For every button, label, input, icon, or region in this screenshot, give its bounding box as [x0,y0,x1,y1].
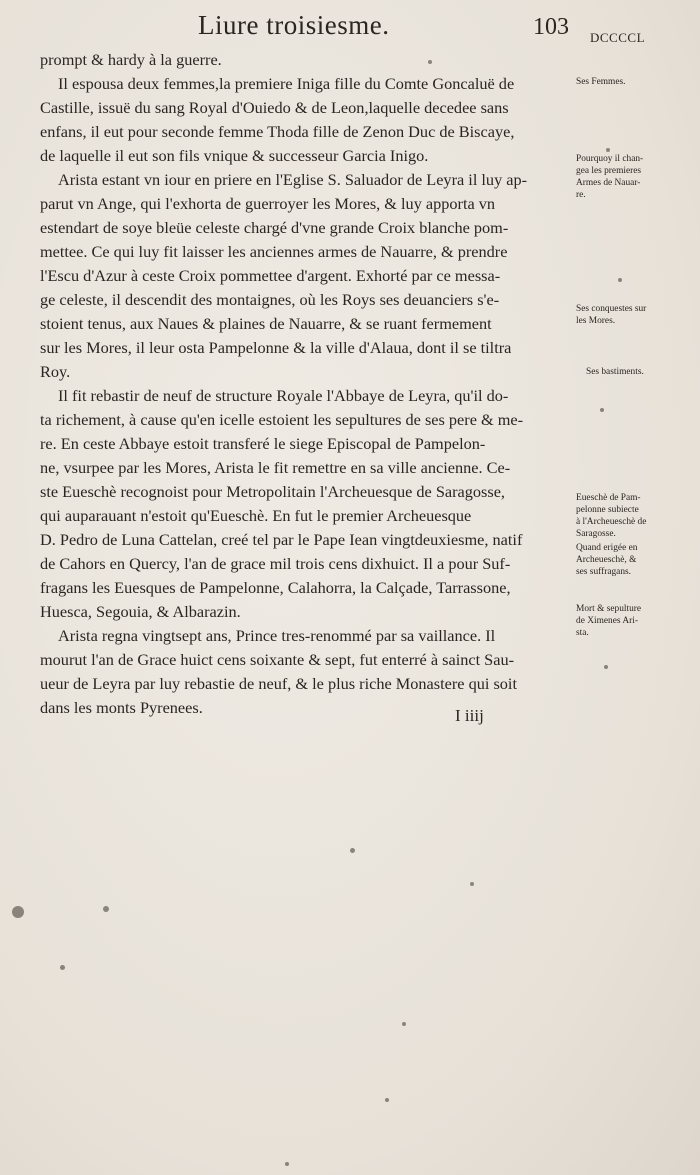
body-line: ta richement, à cause qu'en icelle estoient les sepultures de ses pere & me- [40,410,524,429]
paper-speck [618,278,622,282]
body-line: Arista estant vn iour en priere en l'Eglise S. Saluador de Leyra il luy ap- [58,170,528,189]
paper-speck [600,408,604,412]
paper-speck [402,1022,406,1026]
margin-note-line: Eueschè de Pam- [576,493,641,503]
body-line: parut vn Ange, qui l'exhorta de guerroyer les Mores, & luy apporta vn [40,194,496,213]
body-line: ne, vsurpee par les Mores, Arista le fit remettre en sa ville ancienne. Ce- [40,458,511,477]
body-line: re. En ceste Abbaye estoit transferé le siege Episcopal de Pampelon- [40,434,486,453]
margin-note-line: à l'Archeueschè de [576,517,647,527]
body-line: ueur de Leyra par luy rebastie de neuf, & le plus riche Monastere qui soit [40,674,517,693]
body-line: de Cahors en Quercy, l'an de grace mil trois cens dixhuict. Il a pour Suf- [40,554,511,573]
body-line: Il espousa deux femmes,la premiere Iniga fille du Comte Goncaluë de [58,74,515,93]
body-line: sur les Mores, il leur osta Pampelonne & la ville d'Alaua, dont il se tiltra [40,338,512,357]
margin-note-line: gea les premieres [576,166,642,176]
body-line: stoient tenus, aux Naues & plaines de Nauarre, & se ruant fermement [40,314,492,333]
paper-speck [470,882,474,886]
paper-speck [428,60,432,64]
body-line: prompt & hardy à la guerre. [40,50,222,69]
paper-speck [606,148,610,152]
body-line: Arista regna vingtsept ans, Prince tres-renommé par sa vaillance. Il [58,626,496,645]
body-line: mettee. Ce qui luy fit laisser les anciennes armes de Nauarre, & prendre [40,242,508,261]
paper-speck [604,665,608,669]
margin-note-line: Saragosse. [576,529,616,539]
margin-note-line: ses suffragans. [576,567,632,577]
margin-note-line: Ses conquestes sur [576,304,647,314]
body-line: ge celeste, il descendit des montaignes, où les Roys ses deuanciers s'e- [40,290,500,309]
margin-note-line: pelonne subiecte [576,505,639,515]
margin-note-line: Armes de Nauar- [576,178,641,188]
body-line: mourut l'an de Grace huict cens soixante & sept, fut enterré à sainct Sau- [40,650,515,669]
body-line: l'Escu d'Azur à ceste Croix pommettee d'argent. Exhorté par ce messa- [40,266,501,285]
margin-note-line: Pourquoy il chan- [576,154,644,164]
paper-speck [350,848,355,853]
margin-note-line: sta. [576,628,589,638]
paper-speck [385,1098,389,1102]
body-line: Il fit rebastir de neuf de structure Royale l'Abbaye de Leyra, qu'il do- [58,386,509,405]
body-line: Huesca, Segouia, & Albarazin. [40,602,241,621]
body-line: de laquelle il eut son fils vnique & successeur Garcia Inigo. [40,146,429,165]
paper-speck [285,1162,289,1166]
margin-note-line: Archeueschè, & [576,555,637,565]
body-line: dans les monts Pyrenees. [40,698,203,717]
margin-note-line: Mort & sepulture [576,604,642,614]
body-line: ste Eueschè recognoist pour Metropolitain l'Archeuesque de Saragosse, [40,482,506,501]
margin-note-line: Ses Femmes. [576,77,626,87]
page-number: 103 [533,14,569,40]
margin-note-line: re. [576,190,586,200]
margin-note-line: Ses bastiments. [586,367,644,377]
margin-note-line: les Mores. [576,316,616,326]
paper-speck [60,965,65,970]
roman-page-number: DCCCCL [590,30,646,45]
body-line: enfans, il eut pour seconde femme Thoda fille de Zenon Duc de Biscaye, [40,122,515,141]
paper-speck [103,906,109,912]
margin-note-line: Quand erigée en [576,543,638,553]
body-line: estendart de soye bleüe celeste chargé d'vne grande Croix blanche pom- [40,218,509,237]
paper-speck [12,906,24,918]
body-line: qui auparauant n'estoit qu'Eueschè. En fut le premier Archeuesque [40,506,472,525]
body-line: fragans les Euesques de Pampelonne, Calahorra, la Calçade, Tarrassone, [40,578,511,597]
body-line: Castille, issuë du sang Royal d'Ouiedo & de Leon,laquelle decedee sans [40,98,509,117]
body-line: D. Pedro de Luna Cattelan, creé tel par le Pape Iean vingtdeuxiesme, natif [40,530,523,549]
body-line: Roy. [40,362,71,381]
running-title: Liure troisiesme. [198,10,390,40]
margin-note-line: de Ximenes Ari- [576,616,638,626]
signature-mark: I iiij [455,706,484,725]
